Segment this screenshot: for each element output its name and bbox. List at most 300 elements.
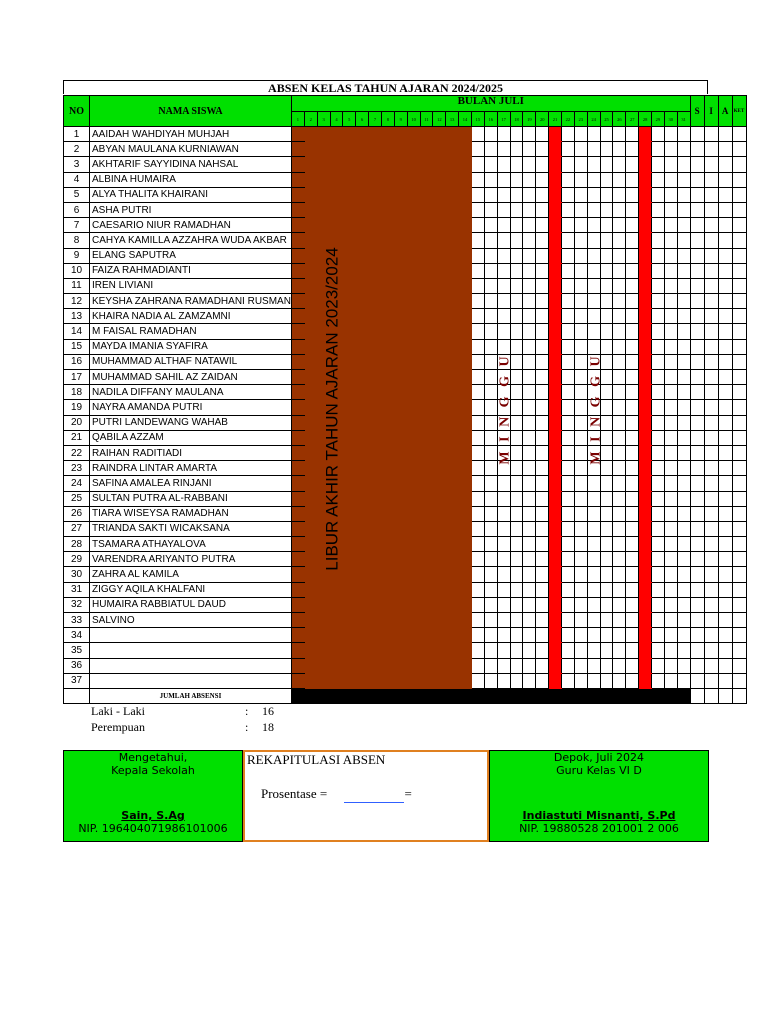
- attendance-cell[interactable]: [587, 218, 600, 233]
- summary-cell[interactable]: [718, 673, 732, 688]
- summary-cell[interactable]: [690, 142, 704, 157]
- attendance-cell[interactable]: [356, 142, 369, 157]
- attendance-cell[interactable]: [639, 354, 652, 369]
- attendance-cell[interactable]: [587, 658, 600, 673]
- attendance-cell[interactable]: [639, 506, 652, 521]
- summary-cell[interactable]: [690, 218, 704, 233]
- attendance-cell[interactable]: [574, 552, 587, 567]
- attendance-cell[interactable]: [536, 385, 549, 400]
- attendance-cell[interactable]: [652, 172, 665, 187]
- attendance-cell[interactable]: [459, 643, 472, 658]
- attendance-cell[interactable]: [433, 506, 446, 521]
- attendance-cell[interactable]: [459, 263, 472, 278]
- summary-cell[interactable]: [732, 385, 746, 400]
- attendance-cell[interactable]: [626, 142, 639, 157]
- attendance-cell[interactable]: [600, 506, 613, 521]
- attendance-cell[interactable]: [652, 248, 665, 263]
- attendance-cell[interactable]: [536, 400, 549, 415]
- attendance-cell[interactable]: [381, 537, 394, 552]
- attendance-cell[interactable]: [356, 385, 369, 400]
- attendance-cell[interactable]: [626, 248, 639, 263]
- attendance-cell[interactable]: [497, 415, 510, 430]
- attendance-cell[interactable]: [574, 263, 587, 278]
- summary-cell[interactable]: [704, 445, 718, 460]
- attendance-cell[interactable]: [484, 506, 497, 521]
- attendance-cell[interactable]: [587, 294, 600, 309]
- attendance-cell[interactable]: [523, 172, 536, 187]
- attendance-cell[interactable]: [639, 430, 652, 445]
- attendance-cell[interactable]: [471, 445, 484, 460]
- attendance-cell[interactable]: [394, 339, 407, 354]
- summary-cell[interactable]: [690, 385, 704, 400]
- summary-cell[interactable]: [718, 385, 732, 400]
- attendance-cell[interactable]: [664, 552, 677, 567]
- attendance-cell[interactable]: [536, 445, 549, 460]
- attendance-cell[interactable]: [549, 400, 562, 415]
- attendance-cell[interactable]: [356, 294, 369, 309]
- attendance-cell[interactable]: [317, 218, 330, 233]
- attendance-cell[interactable]: [291, 628, 304, 643]
- attendance-cell[interactable]: [317, 370, 330, 385]
- attendance-cell[interactable]: [523, 537, 536, 552]
- attendance-cell[interactable]: [484, 339, 497, 354]
- summary-cell[interactable]: [704, 202, 718, 217]
- attendance-cell[interactable]: [343, 370, 356, 385]
- attendance-cell[interactable]: [356, 400, 369, 415]
- attendance-cell[interactable]: [561, 400, 574, 415]
- attendance-cell[interactable]: [459, 491, 472, 506]
- attendance-cell[interactable]: [459, 233, 472, 248]
- attendance-cell[interactable]: [626, 582, 639, 597]
- attendance-cell[interactable]: [317, 643, 330, 658]
- attendance-cell[interactable]: [587, 233, 600, 248]
- attendance-cell[interactable]: [471, 643, 484, 658]
- attendance-cell[interactable]: [459, 354, 472, 369]
- attendance-cell[interactable]: [356, 597, 369, 612]
- attendance-cell[interactable]: [369, 233, 382, 248]
- attendance-cell[interactable]: [343, 415, 356, 430]
- attendance-cell[interactable]: [317, 294, 330, 309]
- attendance-cell[interactable]: [484, 324, 497, 339]
- attendance-cell[interactable]: [639, 385, 652, 400]
- attendance-cell[interactable]: [587, 673, 600, 688]
- attendance-cell[interactable]: [664, 278, 677, 293]
- attendance-cell[interactable]: [613, 628, 626, 643]
- attendance-cell[interactable]: [394, 597, 407, 612]
- attendance-cell[interactable]: [510, 354, 523, 369]
- attendance-cell[interactable]: [652, 309, 665, 324]
- summary-cell[interactable]: [690, 461, 704, 476]
- attendance-cell[interactable]: [549, 339, 562, 354]
- attendance-cell[interactable]: [407, 461, 420, 476]
- attendance-cell[interactable]: [523, 218, 536, 233]
- attendance-cell[interactable]: [407, 202, 420, 217]
- attendance-cell[interactable]: [330, 127, 343, 142]
- attendance-cell[interactable]: [407, 263, 420, 278]
- attendance-cell[interactable]: [664, 597, 677, 612]
- attendance-cell[interactable]: [471, 491, 484, 506]
- attendance-cell[interactable]: [407, 445, 420, 460]
- attendance-cell[interactable]: [381, 628, 394, 643]
- attendance-cell[interactable]: [446, 354, 459, 369]
- attendance-cell[interactable]: [394, 628, 407, 643]
- attendance-cell[interactable]: [484, 445, 497, 460]
- attendance-cell[interactable]: [561, 309, 574, 324]
- attendance-cell[interactable]: [446, 597, 459, 612]
- attendance-cell[interactable]: [484, 597, 497, 612]
- attendance-cell[interactable]: [549, 430, 562, 445]
- attendance-cell[interactable]: [613, 127, 626, 142]
- summary-cell[interactable]: [690, 658, 704, 673]
- attendance-cell[interactable]: [600, 187, 613, 202]
- attendance-cell[interactable]: [549, 172, 562, 187]
- attendance-cell[interactable]: [510, 202, 523, 217]
- attendance-cell[interactable]: [381, 142, 394, 157]
- attendance-cell[interactable]: [471, 461, 484, 476]
- attendance-cell[interactable]: [677, 552, 690, 567]
- attendance-cell[interactable]: [381, 643, 394, 658]
- attendance-cell[interactable]: [369, 673, 382, 688]
- summary-cell[interactable]: [704, 370, 718, 385]
- attendance-cell[interactable]: [291, 218, 304, 233]
- attendance-cell[interactable]: [664, 339, 677, 354]
- attendance-cell[interactable]: [626, 278, 639, 293]
- attendance-cell[interactable]: [446, 643, 459, 658]
- attendance-cell[interactable]: [459, 400, 472, 415]
- attendance-cell[interactable]: [497, 339, 510, 354]
- attendance-cell[interactable]: [433, 127, 446, 142]
- attendance-cell[interactable]: [587, 552, 600, 567]
- attendance-cell[interactable]: [626, 491, 639, 506]
- attendance-cell[interactable]: [484, 476, 497, 491]
- attendance-cell[interactable]: [639, 309, 652, 324]
- attendance-cell[interactable]: [561, 552, 574, 567]
- attendance-cell[interactable]: [587, 430, 600, 445]
- summary-cell[interactable]: [690, 370, 704, 385]
- attendance-cell[interactable]: [549, 218, 562, 233]
- attendance-cell[interactable]: [523, 263, 536, 278]
- summary-cell[interactable]: [690, 430, 704, 445]
- attendance-cell[interactable]: [356, 127, 369, 142]
- attendance-cell[interactable]: [561, 445, 574, 460]
- attendance-cell[interactable]: [330, 613, 343, 628]
- attendance-cell[interactable]: [433, 218, 446, 233]
- attendance-cell[interactable]: [369, 445, 382, 460]
- attendance-cell[interactable]: [459, 537, 472, 552]
- attendance-cell[interactable]: [369, 400, 382, 415]
- summary-cell[interactable]: [704, 521, 718, 536]
- attendance-cell[interactable]: [433, 673, 446, 688]
- attendance-cell[interactable]: [484, 142, 497, 157]
- attendance-cell[interactable]: [626, 370, 639, 385]
- attendance-cell[interactable]: [291, 537, 304, 552]
- attendance-cell[interactable]: [304, 248, 317, 263]
- attendance-cell[interactable]: [639, 248, 652, 263]
- attendance-cell[interactable]: [433, 643, 446, 658]
- attendance-cell[interactable]: [677, 673, 690, 688]
- attendance-cell[interactable]: [394, 127, 407, 142]
- attendance-cell[interactable]: [574, 628, 587, 643]
- attendance-cell[interactable]: [639, 339, 652, 354]
- attendance-cell[interactable]: [433, 628, 446, 643]
- attendance-cell[interactable]: [613, 643, 626, 658]
- attendance-cell[interactable]: [407, 324, 420, 339]
- attendance-cell[interactable]: [407, 142, 420, 157]
- attendance-cell[interactable]: [471, 218, 484, 233]
- attendance-cell[interactable]: [446, 248, 459, 263]
- summary-cell[interactable]: [718, 506, 732, 521]
- attendance-cell[interactable]: [291, 445, 304, 460]
- attendance-cell[interactable]: [420, 613, 433, 628]
- summary-cell[interactable]: [732, 476, 746, 491]
- attendance-cell[interactable]: [587, 248, 600, 263]
- attendance-cell[interactable]: [433, 324, 446, 339]
- attendance-cell[interactable]: [471, 324, 484, 339]
- attendance-cell[interactable]: [561, 324, 574, 339]
- attendance-cell[interactable]: [664, 445, 677, 460]
- summary-cell[interactable]: [718, 324, 732, 339]
- attendance-cell[interactable]: [459, 370, 472, 385]
- attendance-cell[interactable]: [394, 445, 407, 460]
- attendance-cell[interactable]: [626, 218, 639, 233]
- attendance-cell[interactable]: [523, 430, 536, 445]
- attendance-cell[interactable]: [510, 385, 523, 400]
- attendance-cell[interactable]: [574, 187, 587, 202]
- attendance-cell[interactable]: [574, 658, 587, 673]
- summary-cell[interactable]: [704, 491, 718, 506]
- attendance-cell[interactable]: [420, 552, 433, 567]
- summary-cell[interactable]: [690, 157, 704, 172]
- attendance-cell[interactable]: [420, 172, 433, 187]
- attendance-cell[interactable]: [677, 613, 690, 628]
- attendance-cell[interactable]: [677, 521, 690, 536]
- summary-cell[interactable]: [704, 309, 718, 324]
- attendance-cell[interactable]: [459, 476, 472, 491]
- summary-cell[interactable]: [690, 187, 704, 202]
- attendance-cell[interactable]: [497, 537, 510, 552]
- attendance-cell[interactable]: [549, 324, 562, 339]
- attendance-cell[interactable]: [394, 643, 407, 658]
- attendance-cell[interactable]: [626, 613, 639, 628]
- attendance-cell[interactable]: [356, 567, 369, 582]
- attendance-cell[interactable]: [510, 263, 523, 278]
- attendance-cell[interactable]: [343, 294, 356, 309]
- attendance-cell[interactable]: [317, 309, 330, 324]
- summary-cell[interactable]: [718, 537, 732, 552]
- attendance-cell[interactable]: [677, 491, 690, 506]
- attendance-cell[interactable]: [587, 521, 600, 536]
- attendance-cell[interactable]: [484, 658, 497, 673]
- attendance-cell[interactable]: [613, 552, 626, 567]
- attendance-cell[interactable]: [471, 552, 484, 567]
- attendance-cell[interactable]: [639, 567, 652, 582]
- attendance-cell[interactable]: [561, 643, 574, 658]
- attendance-cell[interactable]: [420, 582, 433, 597]
- attendance-cell[interactable]: [639, 187, 652, 202]
- summary-cell[interactable]: [718, 461, 732, 476]
- attendance-cell[interactable]: [497, 430, 510, 445]
- attendance-cell[interactable]: [394, 385, 407, 400]
- attendance-cell[interactable]: [471, 567, 484, 582]
- attendance-cell[interactable]: [459, 385, 472, 400]
- summary-cell[interactable]: [718, 370, 732, 385]
- attendance-cell[interactable]: [446, 430, 459, 445]
- attendance-cell[interactable]: [446, 324, 459, 339]
- attendance-cell[interactable]: [394, 172, 407, 187]
- attendance-cell[interactable]: [497, 218, 510, 233]
- attendance-cell[interactable]: [381, 461, 394, 476]
- attendance-cell[interactable]: [304, 537, 317, 552]
- attendance-cell[interactable]: [394, 187, 407, 202]
- summary-cell[interactable]: [732, 157, 746, 172]
- attendance-cell[interactable]: [574, 567, 587, 582]
- attendance-cell[interactable]: [523, 324, 536, 339]
- attendance-cell[interactable]: [291, 370, 304, 385]
- attendance-cell[interactable]: [510, 157, 523, 172]
- attendance-cell[interactable]: [613, 673, 626, 688]
- attendance-cell[interactable]: [330, 233, 343, 248]
- attendance-cell[interactable]: [407, 157, 420, 172]
- attendance-cell[interactable]: [626, 202, 639, 217]
- attendance-cell[interactable]: [536, 142, 549, 157]
- attendance-cell[interactable]: [356, 461, 369, 476]
- attendance-cell[interactable]: [394, 552, 407, 567]
- attendance-cell[interactable]: [664, 643, 677, 658]
- attendance-cell[interactable]: [317, 157, 330, 172]
- attendance-cell[interactable]: [356, 218, 369, 233]
- attendance-cell[interactable]: [459, 582, 472, 597]
- summary-cell[interactable]: [704, 218, 718, 233]
- attendance-cell[interactable]: [561, 613, 574, 628]
- attendance-cell[interactable]: [356, 673, 369, 688]
- attendance-cell[interactable]: [420, 400, 433, 415]
- attendance-cell[interactable]: [587, 309, 600, 324]
- attendance-cell[interactable]: [613, 415, 626, 430]
- attendance-cell[interactable]: [510, 567, 523, 582]
- attendance-cell[interactable]: [561, 172, 574, 187]
- attendance-cell[interactable]: [600, 157, 613, 172]
- attendance-cell[interactable]: [446, 172, 459, 187]
- attendance-cell[interactable]: [471, 613, 484, 628]
- attendance-cell[interactable]: [613, 370, 626, 385]
- attendance-cell[interactable]: [664, 248, 677, 263]
- attendance-cell[interactable]: [484, 354, 497, 369]
- attendance-cell[interactable]: [574, 597, 587, 612]
- attendance-cell[interactable]: [536, 278, 549, 293]
- attendance-cell[interactable]: [574, 643, 587, 658]
- attendance-cell[interactable]: [484, 430, 497, 445]
- attendance-cell[interactable]: [497, 202, 510, 217]
- attendance-cell[interactable]: [549, 552, 562, 567]
- attendance-cell[interactable]: [561, 233, 574, 248]
- attendance-cell[interactable]: [613, 309, 626, 324]
- attendance-cell[interactable]: [394, 354, 407, 369]
- attendance-cell[interactable]: [356, 552, 369, 567]
- attendance-cell[interactable]: [510, 430, 523, 445]
- attendance-cell[interactable]: [639, 324, 652, 339]
- attendance-cell[interactable]: [574, 400, 587, 415]
- attendance-cell[interactable]: [291, 202, 304, 217]
- summary-cell[interactable]: [718, 597, 732, 612]
- attendance-cell[interactable]: [677, 567, 690, 582]
- attendance-cell[interactable]: [484, 643, 497, 658]
- attendance-cell[interactable]: [561, 218, 574, 233]
- attendance-cell[interactable]: [317, 552, 330, 567]
- attendance-cell[interactable]: [677, 658, 690, 673]
- attendance-cell[interactable]: [497, 491, 510, 506]
- attendance-cell[interactable]: [407, 643, 420, 658]
- attendance-cell[interactable]: [600, 324, 613, 339]
- attendance-cell[interactable]: [304, 673, 317, 688]
- attendance-cell[interactable]: [433, 415, 446, 430]
- attendance-cell[interactable]: [484, 415, 497, 430]
- attendance-cell[interactable]: [304, 127, 317, 142]
- attendance-cell[interactable]: [369, 248, 382, 263]
- summary-cell[interactable]: [704, 613, 718, 628]
- attendance-cell[interactable]: [677, 385, 690, 400]
- summary-cell[interactable]: [732, 445, 746, 460]
- attendance-cell[interactable]: [587, 491, 600, 506]
- attendance-cell[interactable]: [497, 400, 510, 415]
- attendance-cell[interactable]: [600, 354, 613, 369]
- attendance-cell[interactable]: [561, 506, 574, 521]
- summary-cell[interactable]: [690, 233, 704, 248]
- summary-cell[interactable]: [732, 370, 746, 385]
- attendance-cell[interactable]: [561, 157, 574, 172]
- attendance-cell[interactable]: [446, 445, 459, 460]
- summary-cell[interactable]: [690, 339, 704, 354]
- attendance-cell[interactable]: [304, 157, 317, 172]
- summary-cell[interactable]: [718, 491, 732, 506]
- attendance-cell[interactable]: [549, 537, 562, 552]
- attendance-cell[interactable]: [484, 172, 497, 187]
- attendance-cell[interactable]: [523, 567, 536, 582]
- attendance-cell[interactable]: [574, 476, 587, 491]
- summary-cell[interactable]: [718, 354, 732, 369]
- attendance-cell[interactable]: [626, 461, 639, 476]
- attendance-cell[interactable]: [459, 218, 472, 233]
- attendance-cell[interactable]: [510, 142, 523, 157]
- attendance-cell[interactable]: [561, 628, 574, 643]
- attendance-cell[interactable]: [291, 278, 304, 293]
- attendance-cell[interactable]: [356, 613, 369, 628]
- attendance-cell[interactable]: [394, 491, 407, 506]
- attendance-cell[interactable]: [291, 157, 304, 172]
- attendance-cell[interactable]: [484, 400, 497, 415]
- summary-cell[interactable]: [732, 628, 746, 643]
- summary-cell[interactable]: [732, 613, 746, 628]
- summary-cell[interactable]: [690, 506, 704, 521]
- attendance-cell[interactable]: [330, 491, 343, 506]
- attendance-cell[interactable]: [652, 597, 665, 612]
- attendance-cell[interactable]: [343, 521, 356, 536]
- attendance-cell[interactable]: [381, 370, 394, 385]
- attendance-cell[interactable]: [343, 172, 356, 187]
- attendance-cell[interactable]: [471, 248, 484, 263]
- attendance-cell[interactable]: [343, 354, 356, 369]
- attendance-cell[interactable]: [471, 430, 484, 445]
- summary-cell[interactable]: [704, 643, 718, 658]
- attendance-cell[interactable]: [317, 142, 330, 157]
- attendance-cell[interactable]: [369, 370, 382, 385]
- attendance-cell[interactable]: [381, 597, 394, 612]
- attendance-cell[interactable]: [549, 187, 562, 202]
- attendance-cell[interactable]: [587, 385, 600, 400]
- attendance-cell[interactable]: [677, 218, 690, 233]
- summary-cell[interactable]: [704, 354, 718, 369]
- attendance-cell[interactable]: [420, 430, 433, 445]
- attendance-cell[interactable]: [574, 294, 587, 309]
